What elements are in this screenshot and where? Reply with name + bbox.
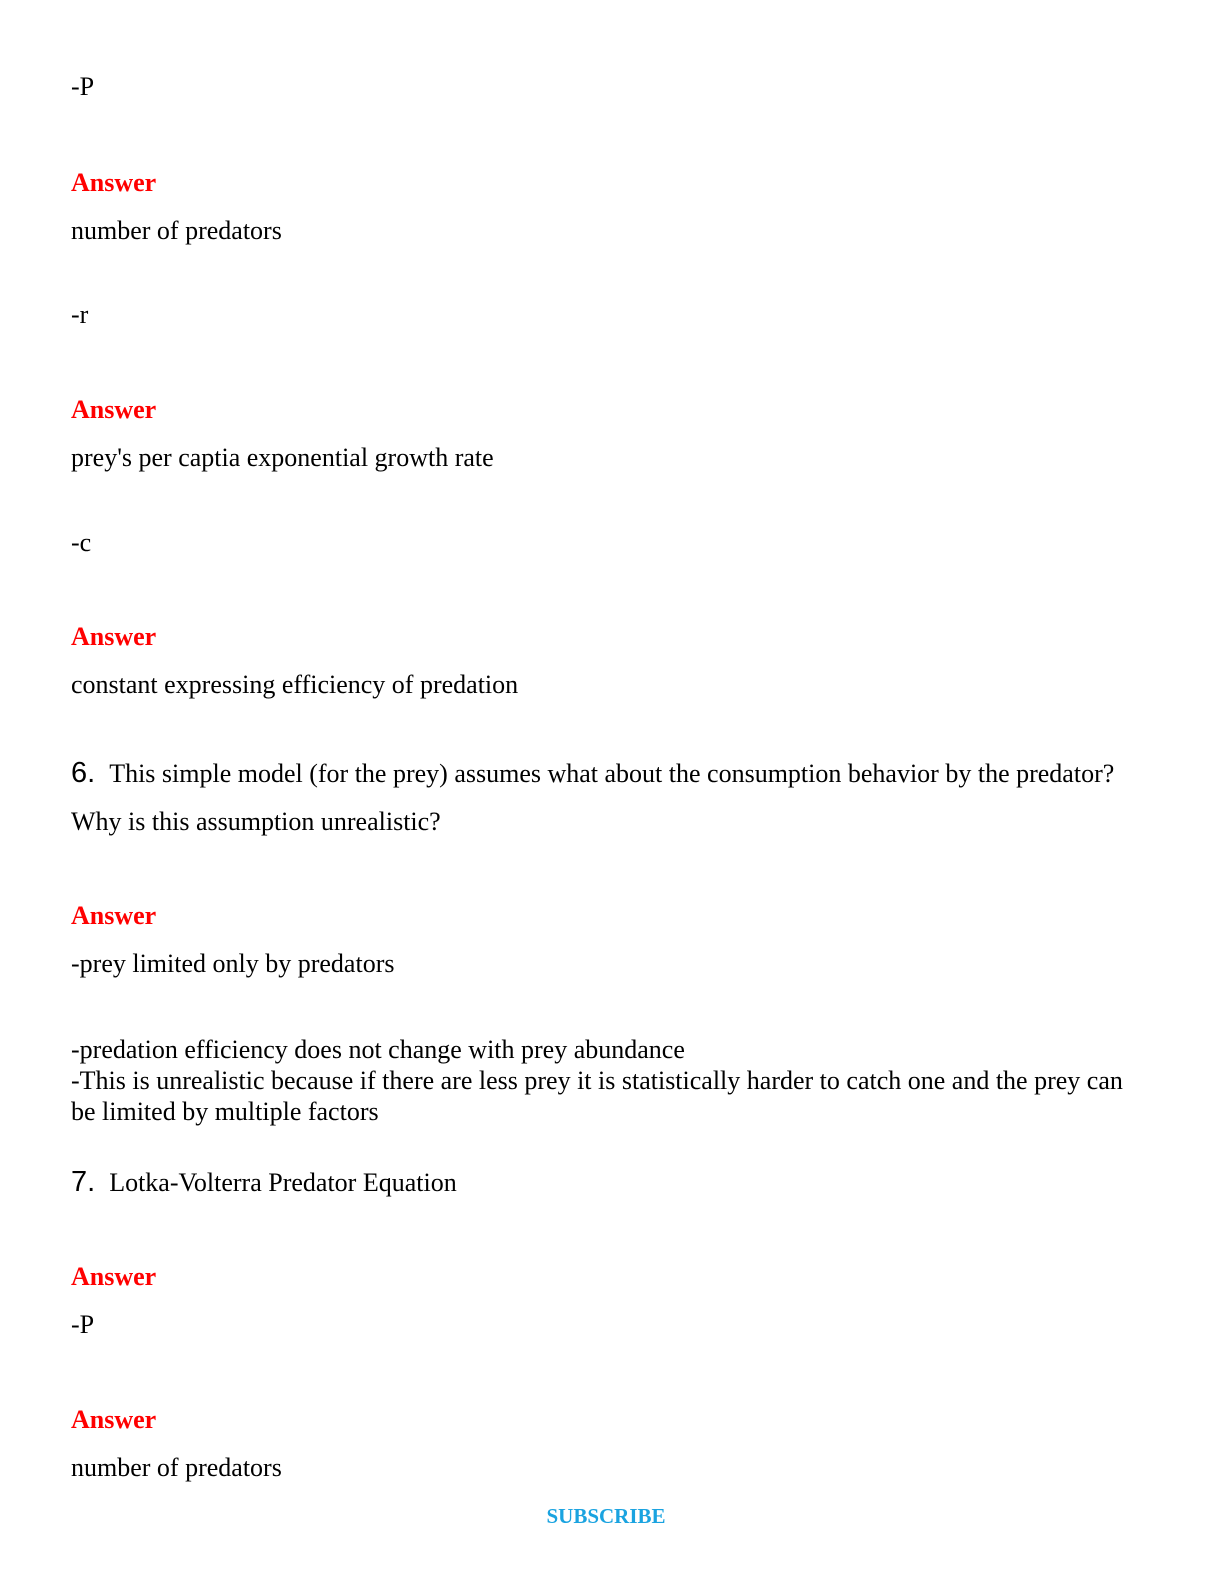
answer-text: -predation efficiency does not change with prey abundance <box>71 1035 685 1064</box>
answer-label: Answer <box>71 901 157 930</box>
answer-text: number of predators <box>71 1453 282 1482</box>
question-7 <box>71 1158 1151 1207</box>
question-text: This simple model (for the prey) assumes what about the consumption behavior by the predator? Why is this assumption unrealistic? <box>71 759 1115 836</box>
term-c: -c <box>71 528 92 557</box>
answer-paragraph <box>71 1034 1151 1127</box>
subscribe-link[interactable]: SUBSCRIBE <box>546 1504 666 1528</box>
question-6 <box>71 749 1151 846</box>
answer-label: Answer <box>71 622 157 651</box>
answer-text: -This is unrealistic because if there are less prey it is statistically harder to catch one and the prey can be limited by multiple factors <box>71 1066 1123 1126</box>
answer-text: number of predators <box>71 216 282 245</box>
answer-text: constant expressing efficiency of predation <box>71 670 519 699</box>
answer-text: -P <box>71 1310 95 1339</box>
question-number: 7. <box>71 1166 96 1198</box>
question-number: 6. <box>71 757 96 789</box>
answer-label: Answer <box>71 1262 157 1291</box>
answer-label: Answer <box>71 1405 157 1434</box>
question-text: Lotka-Volterra Predator Equation <box>109 1168 457 1197</box>
term-r: -r <box>71 300 89 329</box>
answer-text: prey's per captia exponential growth rate <box>71 443 494 472</box>
answer-text: -prey limited only by predators <box>71 949 395 978</box>
answer-label: Answer <box>71 395 157 424</box>
term-p: -P <box>71 72 95 101</box>
answer-label: Answer <box>71 168 157 197</box>
